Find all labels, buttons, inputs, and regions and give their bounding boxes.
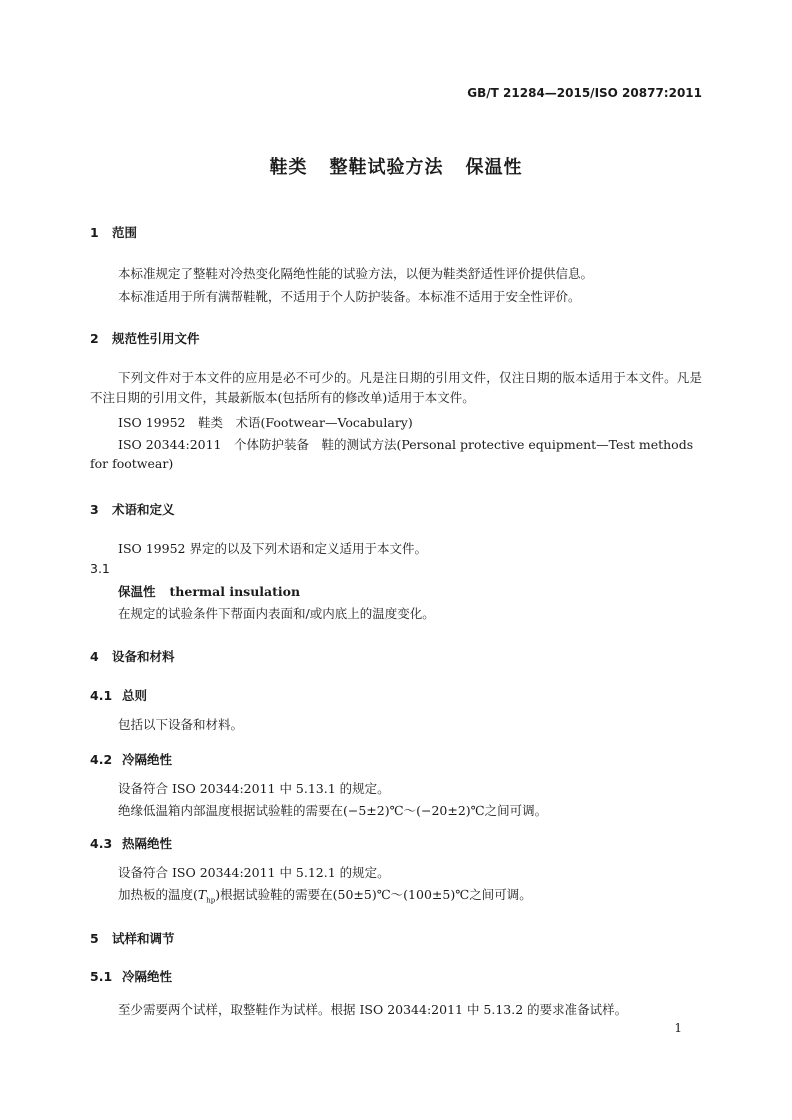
paragraph: 下列文件对于本文件的应用是必不可少的。凡是注日期的引用文件，仅注日期的版本适用于本文件。凡是不注日期的引用文件，其最新版本(包括所有的修改单)适用于本文件。 <box>90 370 702 405</box>
section-title: 范围 <box>112 225 138 240</box>
subsection-5-1-heading <box>90 967 172 985</box>
subsection-title: 总则 <box>122 688 148 703</box>
term-entry <box>118 582 300 600</box>
standard-number: GB/T 21284—2015/ISO 20877:2011 <box>467 86 702 100</box>
section-title: 试样和调节 <box>112 931 175 946</box>
paragraph: 至少需要两个试样，取整鞋作为试样。根据 ISO 20344:2011 中 5.13.2 的要求准备试样。 <box>118 1002 628 1017</box>
reference-item: ISO 19952 鞋类 术语(Footwear—Vocabulary) <box>118 415 413 430</box>
paragraph <box>118 885 532 905</box>
subsection-4-3-heading <box>90 834 172 852</box>
section-4-heading <box>90 647 175 665</box>
section-title: 规范性引用文件 <box>112 331 200 346</box>
section-number: 3 <box>90 502 99 517</box>
section-number: 4 <box>90 649 99 664</box>
subsection-4-1-heading <box>90 686 147 704</box>
section-3-heading <box>90 500 175 518</box>
symbol: T <box>197 887 207 902</box>
subsection-number: 4.2 <box>90 752 113 767</box>
section-2-heading <box>90 329 200 347</box>
section-number: 2 <box>90 331 99 346</box>
symbol-subscript: hp <box>206 896 216 905</box>
paragraph: 绝缘低温箱内部温度根据试验鞋的需要在(−5±2)℃～(−20±2)℃之间可调。 <box>118 803 548 818</box>
paragraph: ISO 19952 界定的以及下列术语和定义适用于本文件。 <box>118 541 427 556</box>
section-number: 1 <box>90 225 99 240</box>
reference-item-continued: for footwear) <box>90 456 174 471</box>
reference-item: ISO 20344:2011 个体防护装备 鞋的测试方法(Personal protective equipment—Test methods <box>118 437 694 452</box>
page-number: 1 <box>674 1021 682 1035</box>
paragraph: 设备符合 ISO 20344:2011 中 5.13.1 的规定。 <box>118 781 390 796</box>
subsection-title: 冷隔绝性 <box>122 752 173 767</box>
subsection-4-2-heading <box>90 750 172 768</box>
section-number: 5 <box>90 931 99 946</box>
section-title: 术语和定义 <box>112 502 175 517</box>
paragraph: 本标准规定了整鞋对冷热变化隔绝性能的试验方法，以便为鞋类舒适性评价提供信息。 <box>118 266 594 281</box>
term-english: thermal insulation <box>169 584 301 599</box>
term-number: 3.1 <box>90 561 110 576</box>
section-1-heading <box>90 223 137 241</box>
paragraph: 包括以下设备和材料。 <box>118 717 244 732</box>
subsection-number: 4.3 <box>90 836 113 851</box>
subsection-number: 5.1 <box>90 969 113 984</box>
title-part-1: 鞋类 <box>269 157 308 178</box>
title-part-3: 保温性 <box>465 157 523 178</box>
term-chinese: 保温性 <box>118 584 156 599</box>
subsection-title: 热隔绝性 <box>122 836 173 851</box>
paragraph: 设备符合 ISO 20344:2011 中 5.12.1 的规定。 <box>118 865 390 880</box>
subsection-number: 4.1 <box>90 688 113 703</box>
paragraph: 本标准适用于所有满帮鞋靴，不适用于个人防护装备。本标准不适用于安全性评价。 <box>118 289 581 304</box>
text-fragment: 加热板的温度( <box>118 887 198 902</box>
title-part-2: 整鞋试验方法 <box>329 157 444 178</box>
text-fragment: )根据试验鞋的需要在(50±5)℃～(100±5)℃之间可调。 <box>215 887 532 902</box>
term-definition: 在规定的试验条件下帮面内表面和/或内底上的温度变化。 <box>118 606 435 621</box>
section-title: 设备和材料 <box>112 649 175 664</box>
document-title <box>0 153 792 179</box>
section-5-heading <box>90 929 175 947</box>
subsection-title: 冷隔绝性 <box>122 969 173 984</box>
